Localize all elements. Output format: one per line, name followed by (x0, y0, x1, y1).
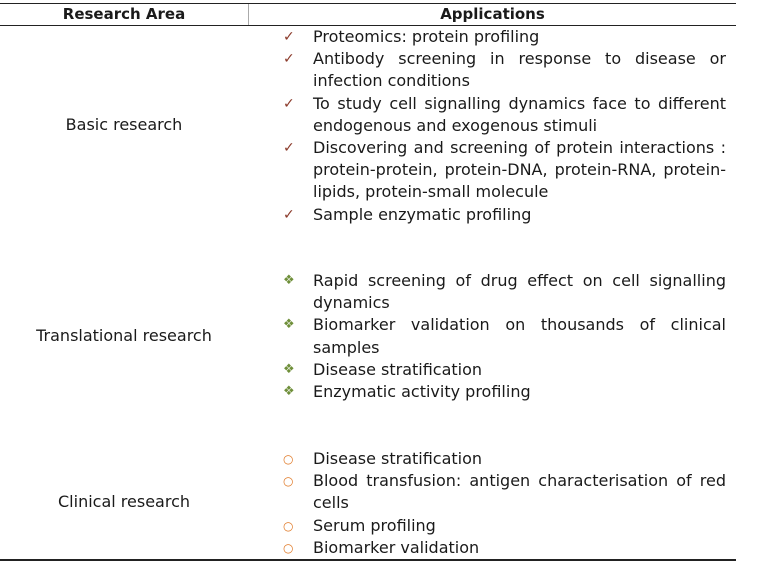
clinical-research-list (283, 448, 726, 559)
list-item: ❖ Rapid screening of drug effect on cell signalling dynamics (283, 271, 726, 313)
list-item: ✓ Antibody screening in response to disease or infection conditions (283, 49, 726, 91)
list-item: ❖ Biomarker validation on thousands of clinical samples (283, 315, 726, 357)
list-item: ❖ Disease stratification (283, 359, 726, 381)
check-icon: ✓ (283, 140, 295, 157)
check-icon: ✓ (283, 29, 295, 45)
diamond-icon: ❖ (283, 384, 295, 400)
area-basic-research: Basic research (65, 115, 183, 134)
circle-icon: ○ (283, 540, 294, 555)
list-item: ○ Serum profiling (283, 515, 726, 537)
diamond-icon: ❖ (283, 361, 295, 377)
area-clinical-research: Clinical research (58, 492, 190, 511)
check-icon: ✓ (283, 206, 295, 223)
list-item: ✓ Sample enzymatic profiling (283, 204, 726, 226)
circle-icon: ○ (283, 474, 294, 489)
diamond-icon: ❖ (283, 273, 295, 288)
header-research-area: Research Area (62, 5, 186, 23)
circle-icon: ○ (283, 452, 294, 466)
list-item: ○ Disease stratification (283, 448, 726, 470)
header-applications: Applications (440, 5, 545, 23)
list-item: ✓ Proteomics: protein profiling (283, 26, 726, 48)
check-icon: ✓ (283, 95, 295, 112)
basic-research-list (283, 26, 726, 226)
circle-icon: ○ (283, 518, 294, 533)
list-item: ○ Biomarker validation (283, 537, 726, 559)
translational-research-list (283, 270, 726, 403)
list-item: ✓ To study cell signalling dynamics face to different endogenous and exogenous stimuli (283, 93, 726, 135)
area-translational-research: Translational research (36, 326, 212, 345)
list-item: ✓ Discovering and screening of protein interactions : protein-protein, protein-DNA, protein-RNA, protein-lipids, protein-small molecule (283, 138, 726, 202)
check-icon: ✓ (283, 51, 295, 68)
diamond-icon: ❖ (283, 317, 295, 333)
list-item: ❖ Enzymatic activity profiling (283, 381, 726, 403)
list-item: ○ Blood transfusion: antigen characterisation of red cells (283, 471, 726, 513)
